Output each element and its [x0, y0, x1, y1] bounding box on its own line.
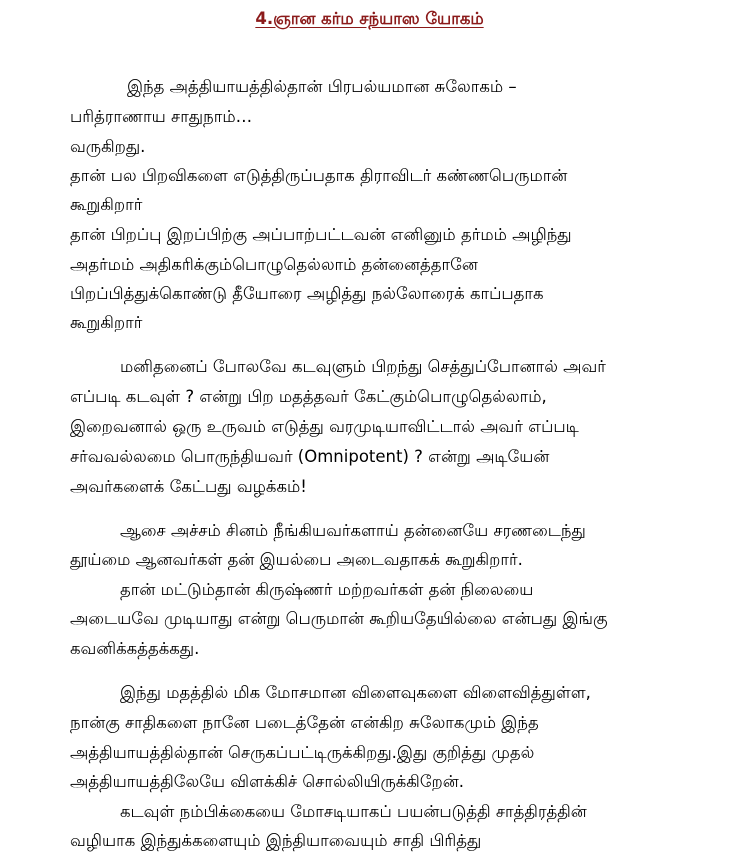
text-line: அதர்மம் அதிகரிக்கும்பொழுதெல்லாம் தன்னைத்தானே	[70, 255, 478, 274]
text-line: தான் மட்டும்தான் கிருஷ்ணர் மற்றவர்கள் தன் நிலையை	[120, 580, 534, 599]
text-line: அடையவே முடியாது என்று பெருமான் கூறியதேயில்லை என்பது இங்கு	[70, 609, 608, 628]
text-line: கடவுள் நம்பிக்கையை மோசடியாகப் பயன்படுத்தி சாத்திரத்தின்	[120, 802, 587, 821]
text-line: அத்தியாயத்திலேயே விளக்கிச் சொல்லியிருக்கிறேன்.	[70, 772, 465, 791]
text-line: நான்கு சாதிகளை நானே படைத்தேன் என்கிற சுலோகமும் இந்த	[70, 713, 539, 732]
text-line: இறைவனால் ஒரு உருவம் எடுத்து வரமுடியாவிட்டால் அவர் எப்படி	[70, 417, 579, 436]
chapter-title: 4.ஞான கர்ம சந்யாஸ யோகம்	[255, 9, 484, 28]
text-line: கூறுகிறார்	[70, 195, 143, 214]
text-line: அத்தியாயத்தில்தான் செருகப்பட்டிருக்கிறது.இது குறித்து முதல்	[70, 743, 535, 762]
text-line: பரித்ராணாய சாதுநாம்…	[70, 107, 253, 126]
text-line: அவர்களைக் கேட்பது வழக்கம்!	[70, 477, 307, 496]
text-line: ஆசை அச்சம் சினம் நீங்கியவர்களாய் தன்னையே சரணடைந்து	[120, 521, 586, 540]
text-line: கவனிக்கத்தக்கது.	[70, 639, 200, 658]
text-line: வருகிறது.	[70, 137, 146, 156]
text-line: பிறப்பித்துக்கொண்டு தீயோரை அழித்து நல்லோரைக் காப்பதாக	[70, 284, 544, 303]
text-line: எப்படி கடவுள் ? என்று பிற மதத்தவர் கேட்கும்பொழுதெல்லாம்,	[70, 387, 547, 406]
text-line: மனிதனைப் போலவே கடவுளும் பிறந்து செத்துப்போனால் அவர்	[120, 357, 606, 376]
text-line: தூய்மை ஆனவர்கள் தன் இயல்பை அடைவதாகக் கூறுகிறார்.	[70, 550, 523, 569]
text-line: இந்து மதத்தில் மிக மோசமான விளைவுகளை விளைவித்துள்ள,	[120, 683, 591, 702]
text-line: சர்வவல்லமை பொருந்தியவர் (Omnipotent) ? என்று அடியேன்	[70, 447, 550, 466]
text-line: கூறுகிறார்	[70, 313, 143, 332]
text-line: தான் பிறப்பு இறப்பிற்கு அப்பாற்பட்டவன் எனினும் தர்மம் அழிந்து	[70, 225, 572, 244]
text-line: தான் பல பிறவிகளை எடுத்திருப்பதாக திராவிடர் கண்ணபெருமான்	[70, 166, 568, 185]
text-line: வழியாக இந்துக்களையும் இந்தியாவையும் சாதி பிரித்து	[70, 831, 482, 850]
text-line: இந்த அத்தியாயத்தில்தான் பிரபல்யமான சுலோகம் –	[127, 77, 517, 96]
